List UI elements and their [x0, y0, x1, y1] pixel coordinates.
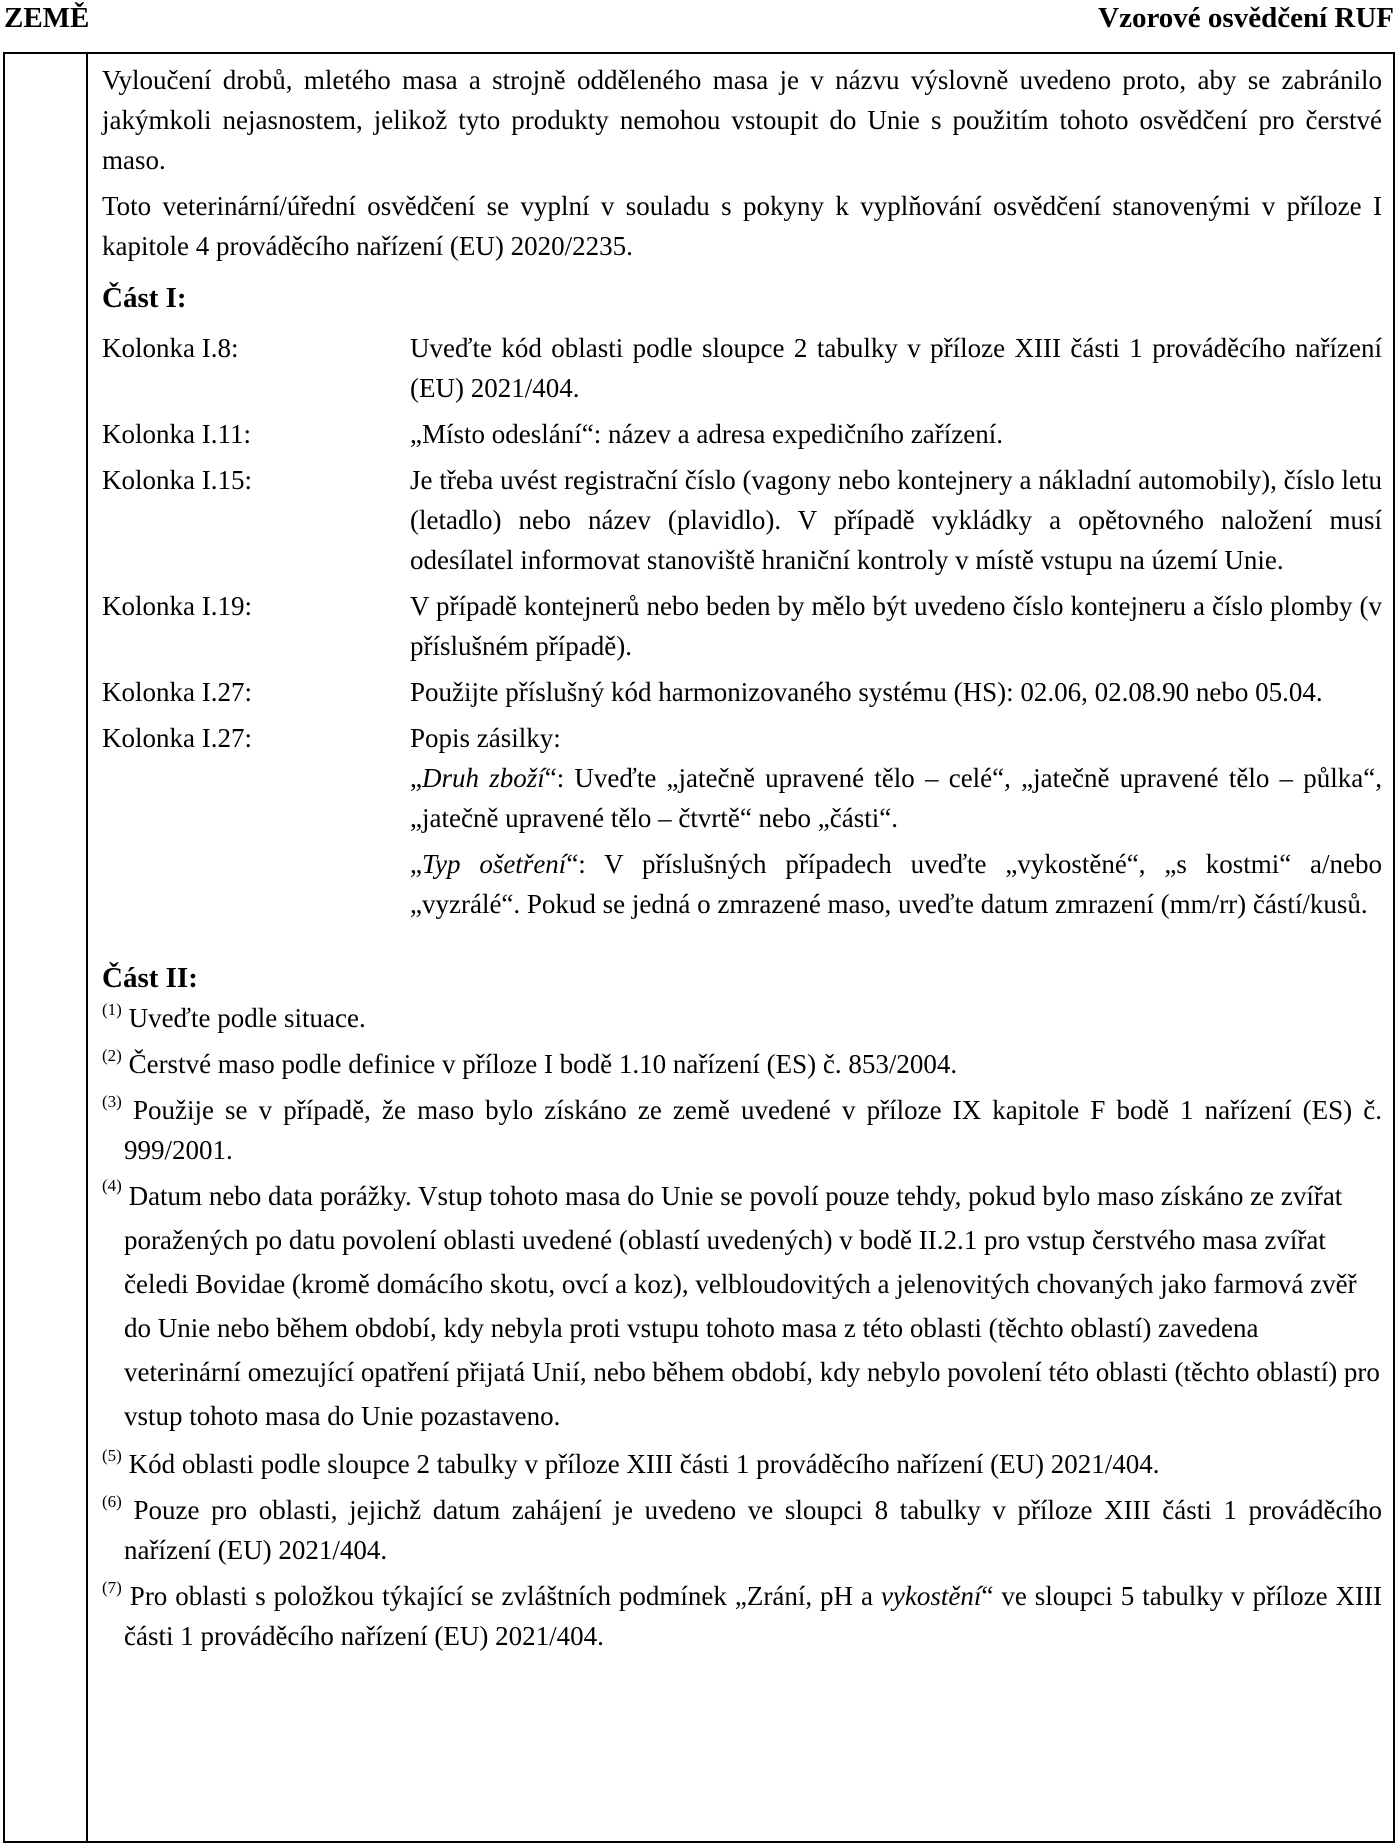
footnote-text: Použije se v případě, že maso bylo získáno ze země uvedené v příloze IX kapitole F bodě 1 nařízení (ES) č. 999/2001.: [124, 1095, 1382, 1165]
footnote-italic-term: vykostění: [880, 1581, 982, 1611]
row-label: Kolonka I.8:: [102, 333, 239, 363]
footnote-text: Pouze pro oblasti, jejichž datum zahájení je uvedeno ve sloupci 8 tabulky v příloze XIII části 1 prováděcího nařízení (EU) 2021/404.: [124, 1495, 1382, 1565]
footnote-text: Datum nebo data porážky. Vstup tohoto masa do Unie se povolí pouze tehdy, pokud bylo maso získáno ze zvířat poražených po datu povolení oblasti uvedené (oblastí uvedených) v bodě II.2.1 pro vstup čerstvého masa zvířat čeledi Bovidae (kromě domácího skotu, ovcí a koz), velbloudovitých a jelenovitých chovaných jako farmová zvěř do Unie nebo během období, kdy nebyla proti vstupu tohoto masa z této oblasti (těchto oblastí) zavedena veterinární omezující opatření přijatá Unií, nebo během období, kdy nebylo povolení této oblasti (těchto oblastí) pro vstup tohoto masa do Unie pozastaveno.: [124, 1181, 1380, 1431]
commodity-type-note: [410, 758, 1382, 838]
commodity-type-label: Druh zboží: [421, 763, 545, 793]
footnote: [102, 1490, 1382, 1570]
footnote-text: Pro oblasti s položkou týkající se zvláštních podmínek „Zrání, pH a: [129, 1581, 881, 1611]
treatment-type-label: Typ ošetření: [421, 849, 567, 879]
footnote: [102, 1444, 1382, 1484]
footnote-text: Uveďte podle situace.: [128, 1003, 366, 1033]
footnote-text: “ ve sloupci 5 tabulky v příloze XIII části 1 prováděcího nařízení (EU) 2021/404.: [124, 1581, 1383, 1651]
intro-paragraph-2: Toto veterinární/úřední osvědčení se vyplní v souladu s pokyny k vyplňování osvědčení stanovenými v příloze I kapitole 4 prováděcího nařízení (EU) 2020/2235.: [102, 191, 1382, 261]
footnote-number: (1): [102, 1000, 122, 1019]
footnote-text: Čerstvé maso podle definice v příloze I bodě 1.10 nařízení (ES) č. 853/2004.: [128, 1049, 958, 1079]
footnote-number: (3): [102, 1092, 122, 1111]
part2-heading: Část II:: [102, 962, 198, 994]
part1-table: [102, 328, 1382, 924]
row-label: Kolonka I.27:: [102, 677, 252, 707]
commodity-type-text: “: Uveďte „jatečně upravené tělo – celé“, „jatečně upravené tělo – půlka“, „jatečně upravené tělo – čtvrtě“ nebo „části“.: [410, 763, 1382, 833]
footnote-number: (2): [102, 1046, 122, 1065]
open-quote: „: [410, 849, 422, 879]
row-label: Kolonka I.15:: [102, 465, 252, 495]
row-text: [410, 718, 1382, 924]
footnote-number: (5): [102, 1446, 122, 1465]
column-divider: [86, 52, 88, 1843]
row-text: Je třeba uvést registrační číslo (vagony nebo kontejnery a nákladní automobily), číslo letu (letadlo) nebo název (plavidlo). V případě vykládky a opětovného naložení musí odesílatel informovat stanoviště hraniční kontroly v místě vstupu na území Unie.: [410, 465, 1382, 575]
treatment-type-note: [410, 844, 1382, 924]
footnote: [102, 1174, 1382, 1438]
row-label: Kolonka I.19:: [102, 591, 252, 621]
document-body: [102, 60, 1382, 1656]
footnote: [102, 1090, 1382, 1170]
part1-row: [102, 460, 1382, 580]
footnote: [102, 998, 1382, 1038]
part1-heading: Část I:: [102, 282, 187, 314]
footnote-text: Kód oblasti podle sloupce 2 tabulky v příloze XIII části 1 prováděcího nařízení (EU) 2021/404.: [128, 1449, 1160, 1479]
open-quote: „: [410, 763, 422, 793]
row-text: Použijte příslušný kód harmonizovaného systému (HS): 02.06, 02.08.90 nebo 05.04.: [410, 677, 1323, 707]
footnote: [102, 1576, 1382, 1656]
row-text: V případě kontejnerů nebo beden by mělo být uvedeno číslo kontejneru a číslo plomby (v příslušném případě).: [410, 591, 1382, 661]
footnotes: [102, 998, 1382, 1656]
intro-paragraph-1: Vyloučení drobů, mletého masa a strojně odděleného masa je v názvu výslovně uvedeno proto, aby se zabránilo jakýmkoli nejasnostem, jelikož tyto produkty nemohou vstoupit do Unie s použitím tohoto osvědčení pro čerstvé maso.: [102, 65, 1382, 175]
row-text: Uveďte kód oblasti podle sloupce 2 tabulky v příloze XIII části 1 prováděcího nařízení (EU) 2021/404.: [410, 333, 1382, 403]
part1-row: [102, 586, 1382, 666]
row-text: „Místo odeslání“: název a adresa expedičního zařízení.: [410, 419, 1003, 449]
part1-row: [102, 414, 1382, 454]
footnote-number: (4): [102, 1176, 122, 1195]
row-label: Kolonka I.27:: [102, 723, 252, 753]
part1-row: [102, 672, 1382, 712]
footnote-number: (7): [102, 1578, 122, 1597]
treatment-type-text: “: V příslušných případech uveďte „vykostěné“, „s kostmi“ a/nebo „vyzrálé“. Pokud se jedná o zmrazené maso, uveďte datum zmrazení (mm/rr) částí/kusů.: [410, 849, 1382, 919]
part1-row: [102, 328, 1382, 408]
header-country: ZEMĚ: [4, 2, 90, 34]
consignment-description-label: Popis zásilky:: [410, 723, 561, 753]
row-label: Kolonka I.11:: [102, 419, 251, 449]
footnote-number: (6): [102, 1492, 122, 1511]
part1-row: [102, 718, 1382, 924]
header-certificate-title: Vzorové osvědčení RUF: [1098, 2, 1394, 34]
footnote: [102, 1044, 1382, 1084]
